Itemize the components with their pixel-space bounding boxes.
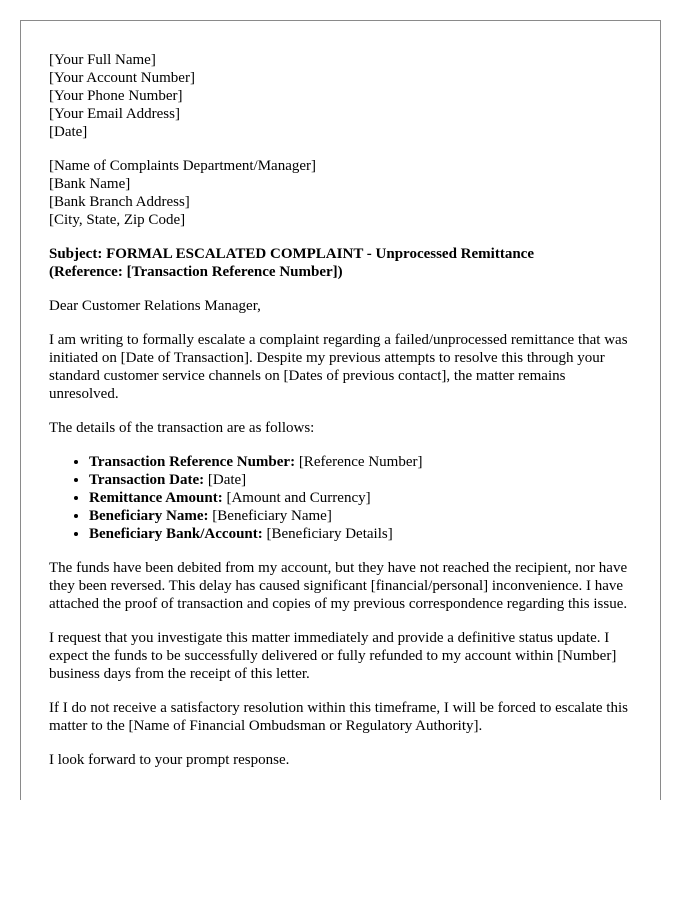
recipient-branch-address: [Bank Branch Address] bbox=[49, 194, 190, 210]
subject-reference: (Reference: [Transaction Reference Number]) bbox=[49, 264, 343, 280]
sender-phone-number: [Your Phone Number] bbox=[49, 88, 183, 104]
subject-title: Subject: FORMAL ESCALATED COMPLAINT - Unprocessed Remittance bbox=[49, 246, 534, 262]
detail-label: Transaction Reference Number: bbox=[89, 454, 296, 470]
letter-date: [Date] bbox=[49, 124, 88, 140]
recipient-city-state-zip: [City, State, Zip Code] bbox=[49, 212, 186, 228]
details-intro-paragraph: The details of the transaction are as follows: bbox=[49, 420, 315, 436]
detail-label: Remittance Amount: bbox=[89, 490, 223, 506]
list-item bbox=[89, 507, 632, 525]
list-item bbox=[89, 453, 632, 471]
list-item bbox=[89, 489, 632, 507]
recipient-address-block bbox=[49, 157, 632, 229]
detail-value: [Reference Number] bbox=[295, 454, 423, 470]
request-paragraph: I request that you investigate this matter immediately and provide a definitive status update. I expect the funds to be successfully delivered or fully refunded to my account within [Number] business days from the receipt of this letter. bbox=[49, 630, 617, 682]
sender-email-address: [Your Email Address] bbox=[49, 106, 180, 122]
detail-label: Beneficiary Name: bbox=[89, 508, 209, 524]
sender-full-name: [Your Full Name] bbox=[49, 52, 156, 68]
salutation: Dear Customer Relations Manager, bbox=[49, 298, 261, 314]
list-item bbox=[89, 525, 632, 543]
escalation-paragraph: If I do not receive a satisfactory resolution within this timeframe, I will be forced to escalate this matter to the [Name of Financial Ombudsman or Regulatory Authority]. bbox=[49, 700, 628, 734]
detail-label: Beneficiary Bank/Account: bbox=[89, 526, 263, 542]
detail-value: [Beneficiary Name] bbox=[208, 508, 332, 524]
list-item bbox=[89, 471, 632, 489]
sender-account-number: [Your Account Number] bbox=[49, 70, 195, 86]
detail-value: [Amount and Currency] bbox=[222, 490, 371, 506]
transaction-details-list bbox=[49, 453, 632, 543]
subject-line bbox=[49, 245, 632, 281]
sender-address-block bbox=[49, 51, 632, 141]
recipient-bank-name: [Bank Name] bbox=[49, 176, 131, 192]
funds-paragraph: The funds have been debited from my account, but they have not reached the recipient, nor have they been reversed. This delay has caused significant [financial/personal] inconvenience. I have attached the proof of transaction and copies of my previous correspondence regarding this issue. bbox=[49, 560, 628, 612]
letter-page bbox=[20, 20, 661, 800]
detail-value: [Beneficiary Details] bbox=[262, 526, 393, 542]
intro-paragraph: I am writing to formally escalate a complaint regarding a failed/unprocessed remittance that was initiated on [Date of Transaction]. Despite my previous attempts to resolve this through your standard customer service channels on [Dates of previous contact], the matter remains unresolved. bbox=[49, 332, 628, 402]
closing-paragraph: I look forward to your prompt response. bbox=[49, 752, 290, 768]
recipient-department: [Name of Complaints Department/Manager] bbox=[49, 158, 316, 174]
detail-label: Transaction Date: bbox=[89, 472, 205, 488]
detail-value: [Date] bbox=[204, 472, 247, 488]
